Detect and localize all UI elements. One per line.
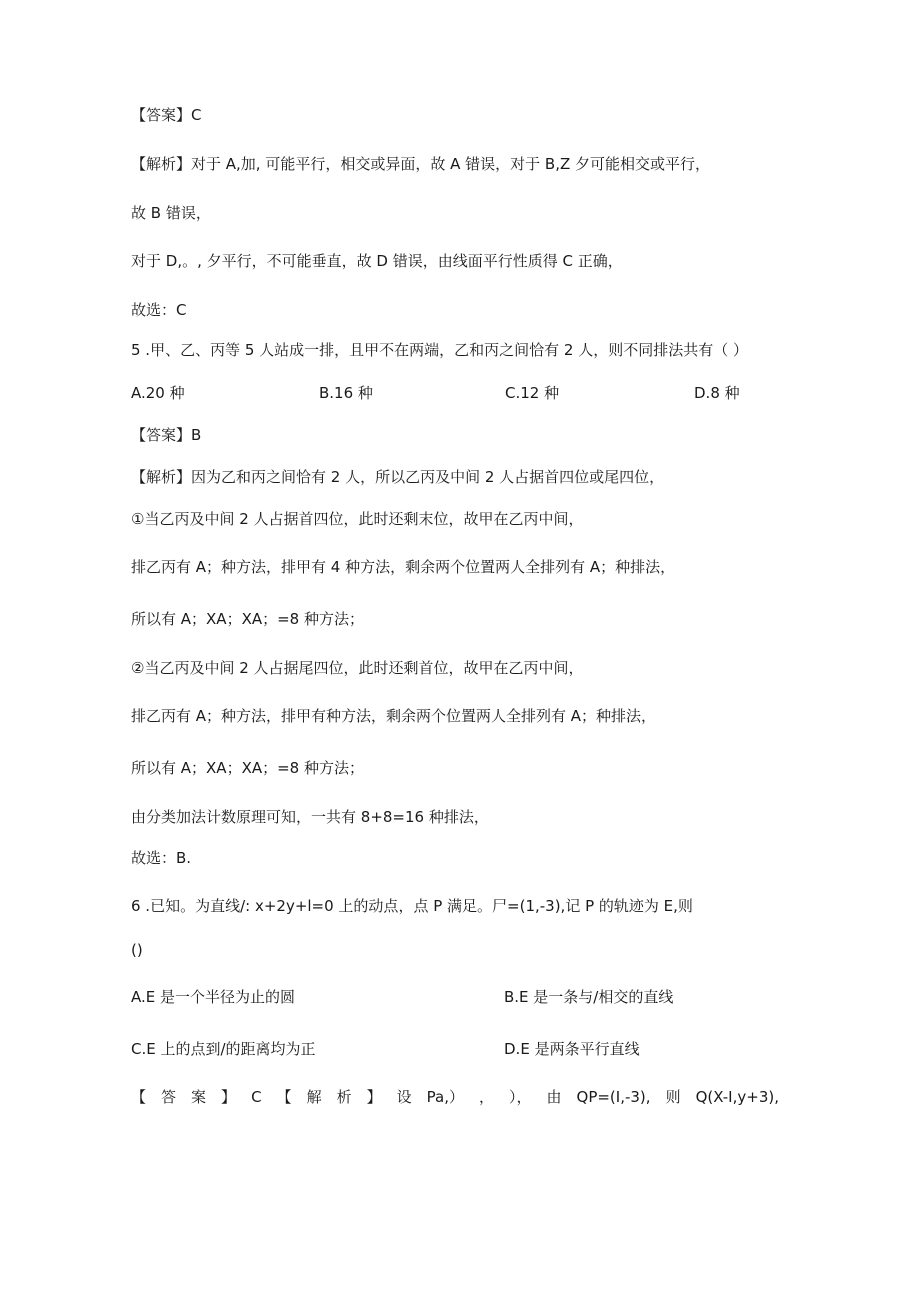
token: Pa,） [426,1088,464,1106]
token: 】 [221,1088,237,1106]
q5-option-b: B.16 种 [319,384,373,402]
token: 【 [276,1088,292,1106]
analysis-line: 对于 D,。, 夕平行，不可能垂直，故 D 错误，由线面平行性质得 C 正确， [131,252,623,270]
q5-option-d: D.8 种 [694,384,740,402]
analysis-line: 由分类加法计数原理可知，一共有 8+8=16 种排法， [131,808,489,826]
analysis-line: 所以有 A；XA；XA；=8 种方法； [131,759,364,777]
token: C [251,1088,262,1106]
analysis-line: ②当乙丙及中间 2 人占据尾四位，此时还剩首位，故甲在乙丙中间， [131,659,584,677]
token: 设 [396,1088,412,1106]
answer-label-q5: 【答案】B [131,426,202,444]
token: 【 [131,1088,147,1106]
answer-label-q4: 【答案】C [131,106,202,124]
token: 答 [161,1088,177,1106]
token: 由 [546,1088,562,1106]
q6-option-c: C.E 上的点到/的距离均为正 [131,1040,316,1058]
q5-option-c: C.12 种 [505,384,560,402]
analysis-line: ①当乙丙及中间 2 人占据首四位，此时还剩末位，故甲在乙丙中间， [131,510,584,528]
question-6: 6 .已知。为直线/: x+2y+l=0 上的动点，点 P 满足。尸=(1,-3),记 P 的轨迹为 E,则 [131,897,693,915]
q6-option-a: A.E 是一个半径为止的圆 [131,988,296,1006]
token: 解 [306,1088,322,1106]
analysis-line: 排乙丙有 A；种方法，排甲有种方法，剩余两个位置两人全排列有 A；种排法， [131,707,657,725]
analysis-line: 【解析】对于 A,加, 可能平行，相交或异面，故 A 错误，对于 B,Z 夕可能相交或平行， [131,155,711,173]
token: ）， [508,1088,532,1106]
analysis-line: 【解析】因为乙和丙之间恰有 2 人，所以乙丙及中间 2 人占据首四位或尾四位， [131,468,665,486]
conclusion-line: 故选：C [131,301,187,319]
question-6-bracket: () [131,941,143,959]
token: ， [478,1088,494,1106]
token: Q(X-I,y+3), [695,1088,779,1106]
analysis-line: 故 B 错误， [131,204,211,222]
conclusion-line: 故选：B. [131,849,192,867]
analysis-line: 排乙丙有 A；种方法，排甲有 4 种方法，剩余两个位置两人全排列有 A；种排法， [131,558,676,576]
q6-option-b: B.E 是一条与/相交的直线 [504,988,674,1006]
q5-option-a: A.20 种 [131,384,185,402]
question-5: 5 .甲、乙、丙等 5 人站成一排，且甲不在两端，乙和丙之间恰有 2 人，则不同排法共有（ ） [131,341,749,359]
token: 】 [366,1088,382,1106]
token: QP=(I,-3), [576,1088,651,1106]
token: 则 [665,1088,681,1106]
q6-option-d: D.E 是两条平行直线 [504,1040,640,1058]
analysis-line: 所以有 A；XA；XA；=8 种方法； [131,610,364,628]
answer-analysis-q6 [131,1087,779,1107]
token: 案 [191,1088,207,1106]
token: 析 [336,1088,352,1106]
